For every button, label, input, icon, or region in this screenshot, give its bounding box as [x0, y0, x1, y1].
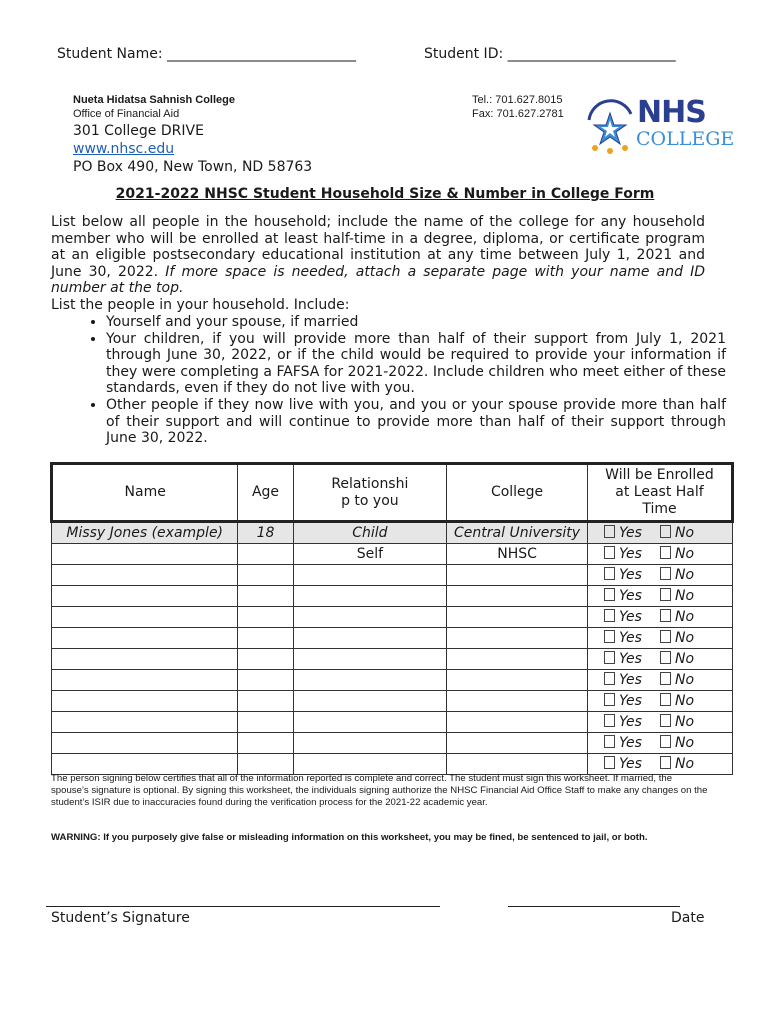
yes-label: Yes [618, 693, 642, 709]
checkbox-icon [604, 651, 615, 664]
table-row [52, 649, 733, 670]
table-header-row [52, 464, 733, 522]
header-text: at Least Half [615, 484, 704, 500]
name-cell[interactable] [52, 607, 238, 628]
column-header-college: College [447, 464, 588, 522]
no-label: No [674, 672, 695, 688]
no-checkbox[interactable] [660, 630, 716, 646]
age-cell[interactable] [238, 754, 293, 775]
yes-checkbox[interactable] [604, 693, 660, 709]
fax-number: Fax: 701.627.2781 [472, 108, 564, 120]
list-item: • Other people if they now live with you, and you or your spouse provide more than half of their support and will continue to provide more than half of their support through June 30, 2022. [106, 397, 726, 447]
age-cell[interactable] [238, 649, 293, 670]
no-checkbox[interactable] [660, 693, 716, 709]
po-box-address: PO Box 490, New Town, ND 58763 [73, 159, 313, 175]
yes-checkbox[interactable] [604, 525, 660, 541]
no-label: No [674, 630, 695, 646]
relationship-cell[interactable] [293, 754, 447, 775]
checkbox-icon [604, 693, 615, 706]
college-cell[interactable] [447, 754, 588, 775]
no-checkbox[interactable] [660, 714, 716, 730]
yes-checkbox[interactable] [604, 588, 660, 604]
table-row [52, 586, 733, 607]
checkbox-icon [660, 693, 671, 706]
enrolled-cell [587, 565, 732, 586]
yes-label: Yes [618, 630, 642, 646]
no-checkbox[interactable] [660, 567, 716, 583]
column-header-name: Name [52, 464, 238, 522]
certification-text: The person signing below certifies that all of the information reported is complete and correct. The student must sign this worksheet. If married, the spouse’s signature is optional. By signing this worksheet, the individuals signing authorize the NHSC Financial Aid Office Staff to make any changes on the student’s ISIR due to inaccuracies found during the verification process for the 2021-22 academic year. [51, 773, 708, 809]
enrolled-cell [587, 586, 732, 607]
checkbox-icon [604, 567, 615, 580]
yes-label: Yes [618, 714, 642, 730]
no-checkbox[interactable] [660, 546, 716, 562]
street-address: 301 College DRIVE [73, 123, 204, 139]
no-label: No [674, 588, 695, 604]
table-row [52, 691, 733, 712]
college-cell[interactable] [447, 628, 588, 649]
phone-number: Tel.: 701.627.8015 [472, 94, 563, 106]
intro-italic-note: If more space is needed, attach a separate page with your name and ID number at the top. [51, 263, 706, 297]
website-link-wrap [73, 141, 174, 157]
enrolled-cell [587, 712, 732, 733]
instructions [51, 214, 705, 314]
age-cell[interactable]: 18 [238, 522, 293, 544]
college-cell[interactable]: Central University [447, 522, 588, 544]
column-header-relationship [293, 464, 447, 522]
date-line[interactable] [508, 906, 680, 907]
enrolled-cell [587, 754, 732, 775]
nhsc-logo [585, 96, 737, 154]
relationship-cell[interactable] [293, 628, 447, 649]
yes-checkbox[interactable] [604, 567, 660, 583]
relationship-cell[interactable] [293, 691, 447, 712]
name-cell[interactable] [52, 649, 238, 670]
table-row [52, 565, 733, 586]
yes-checkbox[interactable] [604, 630, 660, 646]
age-cell[interactable] [238, 670, 293, 691]
form-title: 2021-2022 NHSC Student Household Size & Number in College Form [115, 186, 655, 202]
yes-label: Yes [618, 525, 642, 541]
checkbox-icon [660, 735, 671, 748]
enrolled-cell [587, 691, 732, 712]
college-cell[interactable]: NHSC [447, 544, 588, 565]
age-cell[interactable] [238, 628, 293, 649]
relationship-cell[interactable] [293, 712, 447, 733]
table-row [52, 712, 733, 733]
checkbox-icon [604, 525, 615, 538]
college-cell[interactable] [447, 733, 588, 754]
yes-checkbox[interactable] [604, 735, 660, 751]
college-name: Nueta Hidatsa Sahnish College [73, 94, 235, 106]
no-label: No [674, 546, 695, 562]
no-checkbox[interactable] [660, 651, 716, 667]
checkbox-icon [660, 651, 671, 664]
student-name-field[interactable]: Student Name: ___________________________ [57, 46, 357, 62]
table-row [52, 544, 733, 565]
column-header-enrolled [587, 464, 732, 522]
no-label: No [674, 735, 695, 751]
header-text: Will be Enrolled [605, 467, 714, 483]
age-cell[interactable] [238, 544, 293, 565]
no-label: No [674, 714, 695, 730]
checkbox-icon [660, 588, 671, 601]
college-cell[interactable] [447, 691, 588, 712]
table-row [52, 754, 733, 775]
office-department: Office of Financial Aid [73, 108, 180, 120]
checkbox-icon [660, 714, 671, 727]
student-id-field[interactable]: Student ID: ________________________ [424, 46, 676, 62]
enrolled-cell [587, 607, 732, 628]
enrolled-cell [587, 649, 732, 670]
yes-checkbox[interactable] [604, 609, 660, 625]
name-cell[interactable] [52, 628, 238, 649]
yes-label: Yes [618, 588, 642, 604]
yes-checkbox[interactable] [604, 546, 660, 562]
household-table [50, 462, 734, 775]
checkbox-icon [660, 756, 671, 769]
no-label: No [674, 756, 695, 772]
relationship-cell[interactable]: Child [293, 522, 447, 544]
no-checkbox[interactable] [660, 735, 716, 751]
column-header-age: Age [238, 464, 293, 522]
checkbox-icon [604, 735, 615, 748]
logo-college-text: COLLEGE [636, 128, 735, 150]
age-cell[interactable] [238, 586, 293, 607]
yes-label: Yes [618, 735, 642, 751]
age-cell[interactable] [238, 691, 293, 712]
logo-nhs-text: NHS [637, 95, 706, 130]
checkbox-icon [604, 546, 615, 559]
no-label: No [674, 567, 695, 583]
relationship-cell[interactable] [293, 586, 447, 607]
age-cell[interactable] [238, 733, 293, 754]
enrolled-cell [587, 628, 732, 649]
enrolled-cell [587, 544, 732, 565]
checkbox-icon [604, 588, 615, 601]
no-label: No [674, 693, 695, 709]
college-cell[interactable] [447, 565, 588, 586]
household-criteria-list [88, 314, 726, 447]
yes-label: Yes [618, 567, 642, 583]
checkbox-icon [660, 567, 671, 580]
checkbox-icon [604, 672, 615, 685]
checkbox-icon [660, 609, 671, 622]
checkbox-icon [660, 546, 671, 559]
no-checkbox[interactable] [660, 588, 716, 604]
enrolled-cell [587, 733, 732, 754]
yes-label: Yes [618, 651, 642, 667]
student-signature-label: Student’s Signature [51, 910, 190, 926]
college-cell[interactable] [447, 649, 588, 670]
no-checkbox[interactable] [660, 609, 716, 625]
checkbox-icon [660, 630, 671, 643]
name-cell[interactable] [52, 565, 238, 586]
yes-checkbox[interactable] [604, 672, 660, 688]
star-logo-icon [585, 96, 637, 154]
name-cell[interactable] [52, 691, 238, 712]
yes-checkbox[interactable] [604, 756, 660, 772]
checkbox-icon [660, 525, 671, 538]
yes-checkbox[interactable] [604, 651, 660, 667]
name-cell[interactable]: Missy Jones (example) [52, 522, 238, 544]
no-checkbox[interactable] [660, 756, 716, 772]
name-cell[interactable] [52, 712, 238, 733]
checkbox-icon [604, 756, 615, 769]
checkbox-icon [604, 609, 615, 622]
table-row [52, 733, 733, 754]
checkbox-icon [660, 672, 671, 685]
yes-checkbox[interactable] [604, 714, 660, 730]
relationship-cell[interactable] [293, 649, 447, 670]
header-text: p to you [341, 492, 399, 509]
table-row [52, 670, 733, 691]
relationship-cell[interactable] [293, 670, 447, 691]
college-cell[interactable] [447, 712, 588, 733]
college-cell[interactable] [447, 607, 588, 628]
list-intro: List the people in your household. Include: [51, 296, 350, 313]
table-row [52, 522, 733, 544]
no-label: No [674, 525, 695, 541]
header-text: Time [642, 501, 677, 517]
enrolled-cell [587, 670, 732, 691]
no-checkbox[interactable] [660, 525, 716, 541]
warning-text: WARNING: If you purposely give false or misleading information on this worksheet, you may be fined, be sentenced to jail, or both. [51, 832, 648, 843]
list-item: • Your children, if you will provide more than half of their support from July 1, 2021 through June 30, 2022, or if the child would be required to provide your information if they were completing a FAFSA for 2021-2022. Include children who meet either of these standards, even if they do not live with you. [106, 331, 726, 397]
no-checkbox[interactable] [660, 672, 716, 688]
checkbox-icon [604, 714, 615, 727]
yes-label: Yes [618, 609, 642, 625]
table-row [52, 607, 733, 628]
college-cell[interactable] [447, 586, 588, 607]
name-cell[interactable] [52, 586, 238, 607]
yes-label: Yes [618, 756, 642, 772]
relationship-cell[interactable]: Self [293, 544, 447, 565]
intro-text: List below all people in the household; include the name of the college for any household member who will be enrolled at least half-time in a degree, diploma, or certificate program at an eligible postsecondary educational institution at any time between July 1, 2021 and June 30, 2022. [51, 214, 705, 280]
name-cell[interactable] [52, 733, 238, 754]
name-cell[interactable] [52, 670, 238, 691]
yes-label: Yes [618, 672, 642, 688]
relationship-cell[interactable] [293, 607, 447, 628]
no-label: No [674, 651, 695, 667]
name-cell[interactable] [52, 544, 238, 565]
name-cell[interactable] [52, 754, 238, 775]
table-row [52, 628, 733, 649]
relationship-cell[interactable] [293, 733, 447, 754]
yes-label: Yes [618, 546, 642, 562]
age-cell[interactable] [238, 607, 293, 628]
relationship-cell[interactable] [293, 565, 447, 586]
date-label: Date [671, 910, 705, 926]
checkbox-icon [604, 630, 615, 643]
no-label: No [674, 609, 695, 625]
website-link[interactable]: www.nhsc.edu [73, 141, 175, 157]
age-cell[interactable] [238, 712, 293, 733]
college-cell[interactable] [447, 670, 588, 691]
header-text: Relationshi [331, 475, 409, 492]
list-item: • Yourself and your spouse, if married [106, 314, 726, 331]
age-cell[interactable] [238, 565, 293, 586]
student-signature-line[interactable] [46, 906, 440, 907]
enrolled-cell [587, 522, 732, 544]
